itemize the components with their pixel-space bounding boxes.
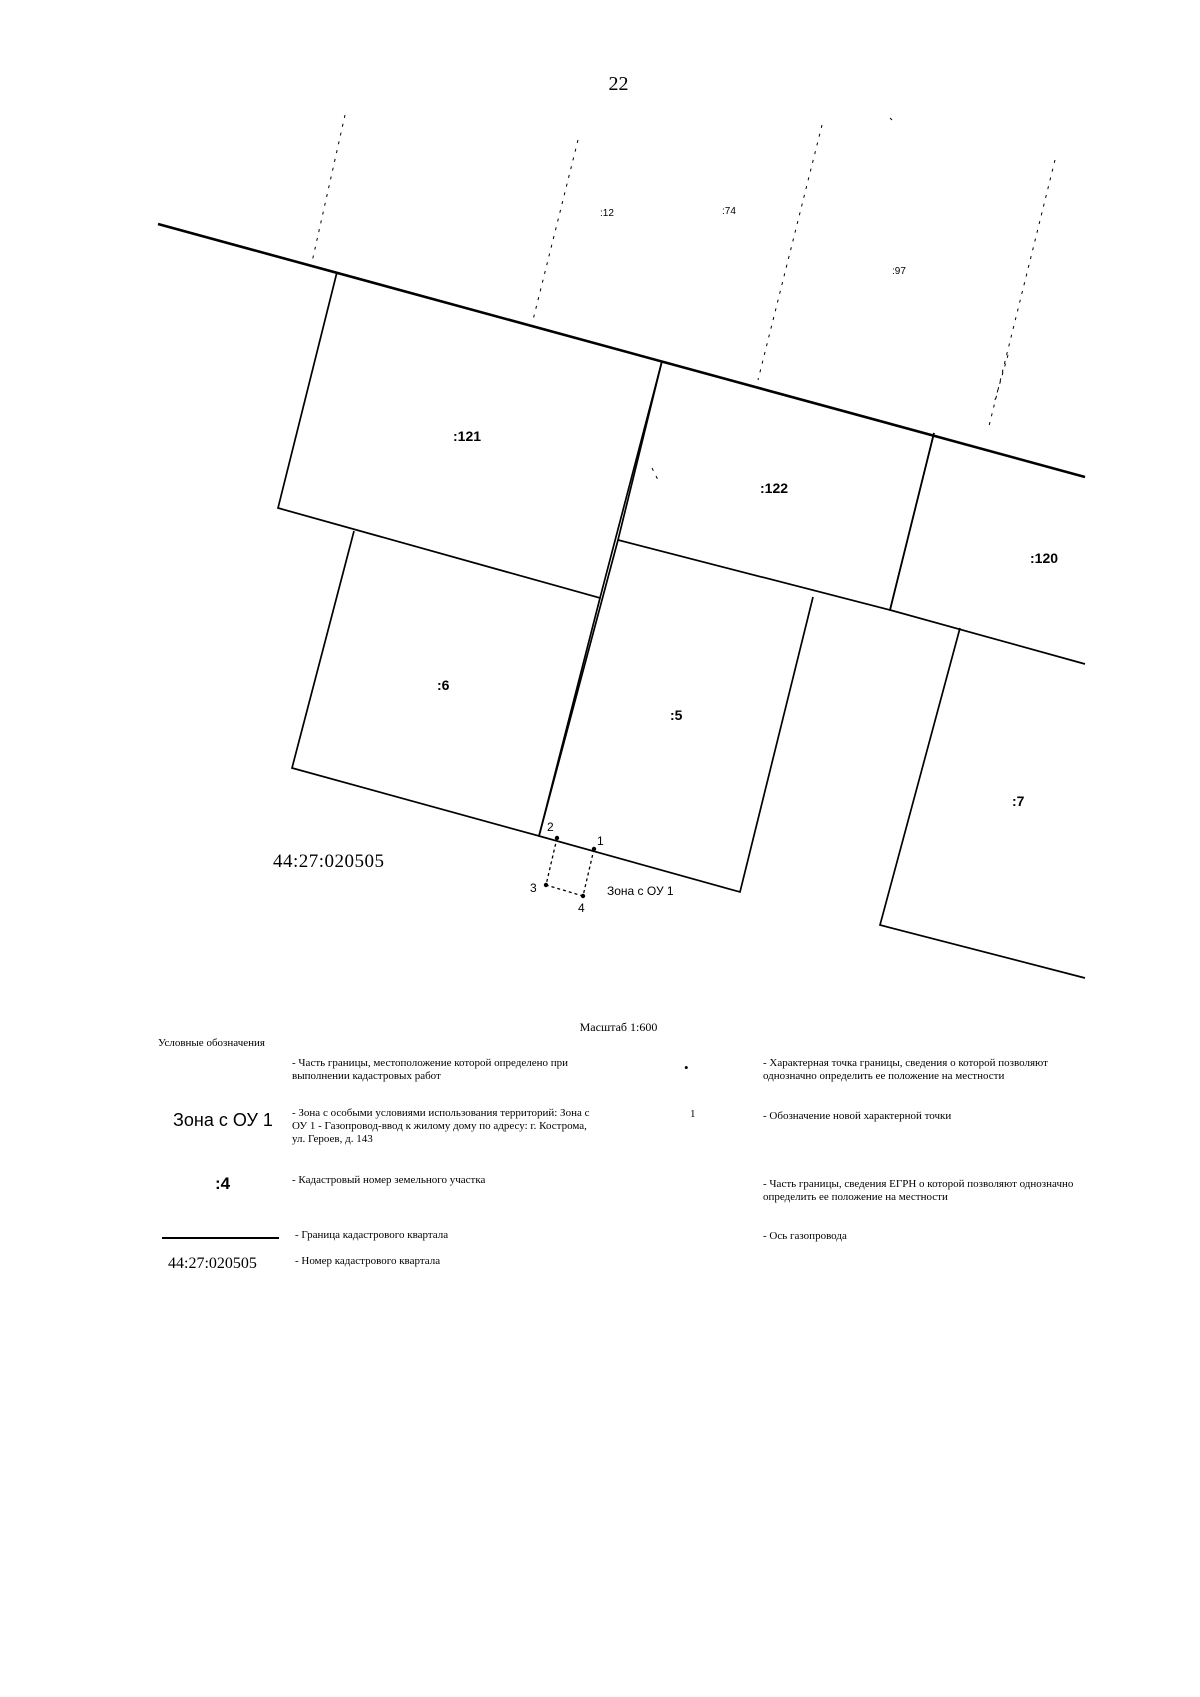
faint-label-12: :12 <box>600 208 614 219</box>
legend-symbol-new-point: 1 <box>690 1108 696 1120</box>
point-label-1: 1 <box>597 834 604 848</box>
legend-item-desc-3: - Кадастровый номер земельного участка <box>292 1174 486 1186</box>
legend-title: Условные обозначения <box>158 1037 265 1049</box>
faint-label-97: :97 <box>892 266 906 277</box>
point-3-marker <box>544 883 548 887</box>
zone-ou1-outline <box>546 838 594 896</box>
faint-label-74: :74 <box>722 206 736 217</box>
legend-symbol-cadastral-number: :4 <box>215 1174 231 1193</box>
legend-item-desc-4: - Граница кадастрового квартала <box>295 1229 449 1241</box>
parcel-boundaries <box>278 272 1085 978</box>
legend-symbol-zone: Зона с ОУ 1 <box>173 1110 273 1130</box>
legend-symbol-quarter-boundary <box>162 1237 279 1239</box>
legend-item-desc-8: - Часть границы, сведения ЕГРН о которой позволяют однозначно определить ее положение на местности <box>763 1178 1074 1203</box>
parcel-label-6: :6 <box>437 677 450 693</box>
parcel-120-boundary <box>890 433 1085 664</box>
legend-item-desc-5: - Номер кадастрового квартала <box>295 1255 441 1267</box>
point-1-marker <box>592 847 596 851</box>
point-label-2: 2 <box>547 820 554 834</box>
parcel-label-122: :122 <box>760 480 789 496</box>
scale-label: Масштаб 1:600 <box>579 1020 658 1034</box>
parcel-label-121: :121 <box>453 428 482 444</box>
legend-item-desc-9: - Ось газопровода <box>763 1230 847 1242</box>
quarter-number: 44:27:020505 <box>273 851 385 872</box>
parcel-label-7: :7 <box>1012 793 1025 809</box>
point-label-4: 4 <box>578 901 585 915</box>
quarter-boundary-line <box>158 224 1085 477</box>
legend-symbol-quarter-number: 44:27:020505 <box>168 1255 257 1272</box>
legend-item-desc-6: - Характерная точка границы, сведения о которой позволяют однозначно определить ее положение на местности <box>763 1057 1048 1082</box>
legend-item-desc-2: - Зона с особыми условиями использования территорий: Зона с ОУ 1 - Газопровод-ввод к жилому дому по адресу: г. Кострома, ул. Героев, д. 143 <box>292 1107 590 1145</box>
parcel-7-boundary <box>880 628 1085 978</box>
page-number: 22 <box>608 73 629 95</box>
legend-item-desc-7: - Обозначение новой характерной точки <box>763 1110 952 1122</box>
point-4-marker <box>581 894 585 898</box>
parcel-label-120: :120 <box>1030 550 1059 566</box>
point-2-marker <box>555 836 559 840</box>
legend-symbol-point: • <box>684 1060 689 1075</box>
parcel-label-5: :5 <box>670 707 683 723</box>
zone-label: Зона с ОУ 1 <box>607 884 674 898</box>
point-label-3: 3 <box>530 881 537 895</box>
legend-item-desc-1: - Часть границы, местоположение которой определено при выполнении кадастровых работ <box>292 1057 569 1082</box>
